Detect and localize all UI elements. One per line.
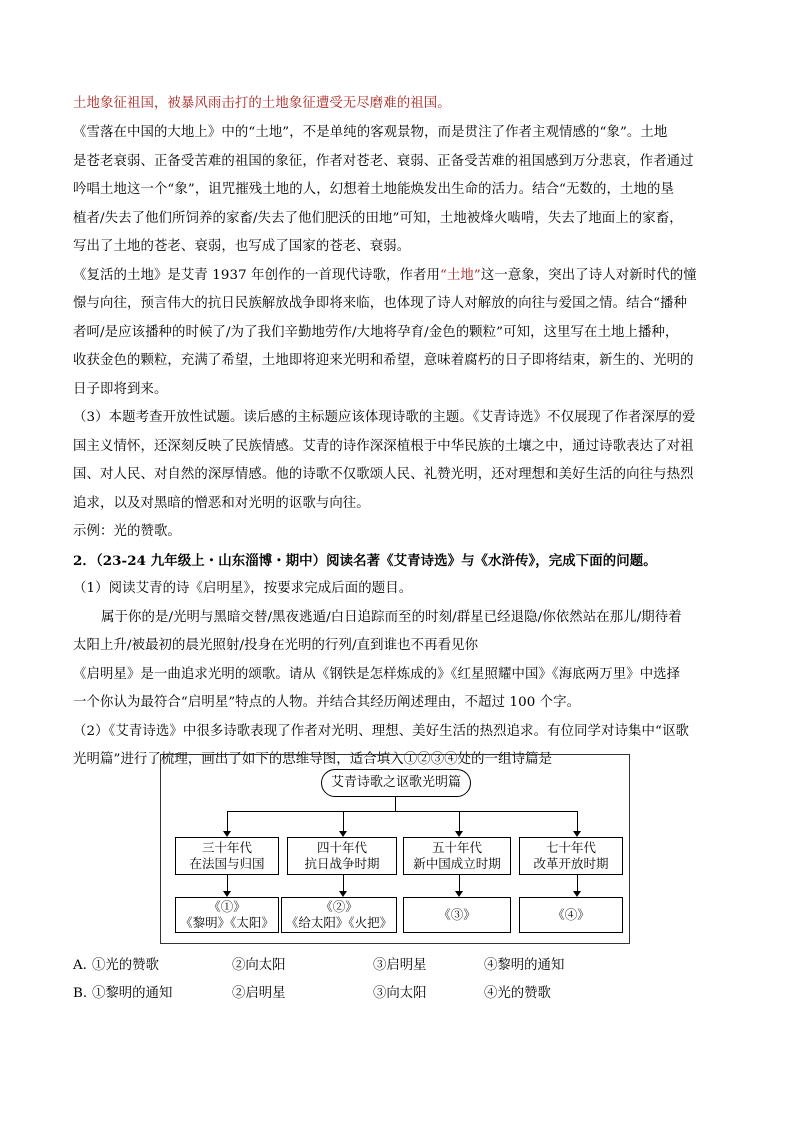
text-line: 日子即将到来。 (73, 382, 168, 397)
connector-line (577, 811, 578, 833)
connector-line (459, 811, 460, 833)
text-line: 《复活的土地》是艾青 1937 年创作的一首现代诗歌，作者用“土地”这一意象，突出了诗人对新时代的憧 (73, 268, 697, 283)
text-line: （3）本题考查开放性试题。读后感的主标题应该体现诗歌的主题。《艾青诗选》不仅展现了作者深厚的爱 (73, 410, 696, 425)
connector-line (227, 811, 577, 812)
text-line: 土地象征祖国，被暴风雨击打的土地象征遭受无尽磨难的祖国。 (73, 96, 451, 111)
period-box (403, 837, 511, 875)
poem-blank: 《③》 (438, 907, 476, 922)
task-line: 一个你认为最符合“启明星”特点的人物。并结合其经历阐述理由，不超过 100 个字。 (73, 695, 581, 710)
period-box (287, 837, 397, 875)
text-line: 国主义情怀，还深刻反映了民族情感。艾青的诗作深深植根于中华民族的土壤之中，通过诗歌表达了对祖 (73, 439, 694, 454)
poem-box (281, 897, 397, 933)
period-decade: 三十年代 (201, 840, 252, 855)
option-item: ③向太阳 (373, 986, 427, 1001)
option-item: ①黎明的通知 (92, 986, 173, 1001)
period-label: 新中国成立时期 (413, 856, 501, 871)
poem-line: 属于你的是/光明与黑暗交替/黑夜逃遁/白日追踪而至的时刻/群星已经退隐/你依然站在那儿/期待着 (101, 610, 682, 625)
text-line: 吟唱土地这一个“象”，诅咒摧残土地的人，幻想着土地能焕发出生命的活力。结合“无数的，土地的垦 (73, 182, 674, 197)
text-line: 是苍老衰弱、正备受苦难的祖国的象征，作者对苍老、衰弱、正备受苦难的祖国感到万分悲哀，作者通过 (73, 154, 694, 169)
text-line: 追求，以及对黑暗的憎恶和对光明的讴歌与向往。 (73, 496, 370, 511)
poem-blank: 《④》 (552, 907, 590, 922)
option-item: ②向太阳 (232, 958, 286, 973)
poem-line: 太阳上升/被最初的晨光照射/投身在光明的行列/直到谁也不再看见你 (73, 638, 479, 653)
sub-question: 光明篇”进行了梳理，画出了如下的思维导图，适合填入①②③④处的一组诗篇是 (73, 752, 553, 767)
poem-box (519, 897, 623, 933)
option-item: ③启明星 (373, 958, 427, 973)
period-box (175, 837, 279, 875)
text-line: 植者/失去了他们所饲养的家畜/失去了他们肥沃的田地”可知，土地被烽火啮啃，失去了地面上的家畜， (73, 211, 683, 226)
option-item: ④光的赞歌 (484, 986, 551, 1001)
sub-question: （2）《艾青诗选》中很多诗歌表现了作者对光明、理想、美好生活的热烈追求。有位同学对诗集中“讴歌 (73, 724, 689, 739)
text-line: 写出了土地的苍老、衰弱，也写成了国家的苍老、衰弱。 (73, 239, 411, 254)
mind-map-root (321, 769, 471, 797)
text-line: 者呵/是应该播种的时候了/为了我们辛勤地劳作/大地将孕育/金色的颗粒”可知，这里写在土地上播种， (73, 325, 679, 340)
poem-titles: 《给太阳》《火把》 (285, 915, 393, 930)
sub-question: （1）阅读艾青的诗《启明星》，按要求完成后面的题目。 (73, 581, 413, 596)
option-item: ④黎明的通知 (484, 958, 565, 973)
period-label: 抗日战争时期 (304, 856, 380, 871)
period-label: 在法国与归国 (189, 856, 265, 871)
option-item: ②启明星 (232, 986, 286, 1001)
period-box (519, 837, 623, 875)
connector-line (343, 811, 344, 833)
question-title: 2．（23-24 九年级上・山东淄博・期中）阅读名著《艾青诗选》与《水浒传》，完成下面的问题。 (73, 553, 657, 569)
poem-box (403, 897, 511, 933)
period-label: 改革开放时期 (533, 856, 609, 871)
poem-titles: 《黎明》《太阳》 (180, 915, 274, 930)
text-line: 国、对人民、对自然的深厚情感。他的诗歌不仅歌颂人民、礼赞光明，还对理想和美好生活的向往与热烈 (73, 467, 694, 482)
poem-blank: 《②》 (320, 899, 358, 914)
text-line: 收获金色的颗粒，充满了希望，土地即将迎来光明和希望，意味着腐朽的日子即将结束，新生的、光明的 (73, 353, 694, 368)
period-decade: 四十年代 (316, 840, 367, 855)
connector-line (395, 797, 396, 811)
option-letter: A． (73, 958, 97, 973)
text-line: 《雪落在中国的大地上》中的“土地”，不是单纯的客观景物，而是贯注了作者主观情感的“象”。土地 (73, 125, 668, 140)
option-item: ①光的赞歌 (92, 958, 159, 973)
poem-blank: 《①》 (208, 899, 246, 914)
root-label: 艾青诗歌之讴歌光明篇 (330, 775, 461, 790)
period-decade: 七十年代 (545, 840, 596, 855)
period-decade: 五十年代 (431, 840, 482, 855)
poem-box (175, 897, 279, 933)
text-line: 示例：光的赞歌。 (73, 524, 181, 539)
mind-map-diagram (160, 754, 630, 944)
task-line: 《启明星》是一曲追求光明的颂歌。请从《钢铁是怎样炼成的》《红星照耀中国》《海底两万里》中选择 (73, 667, 681, 682)
connector-line (227, 811, 228, 833)
text-line: 憬与向往，预言伟大的抗日民族解放战争即将来临，也体现了诗人对解放的向往与爱国之情。结合“播种 (73, 296, 688, 311)
option-letter: B． (73, 986, 97, 1001)
